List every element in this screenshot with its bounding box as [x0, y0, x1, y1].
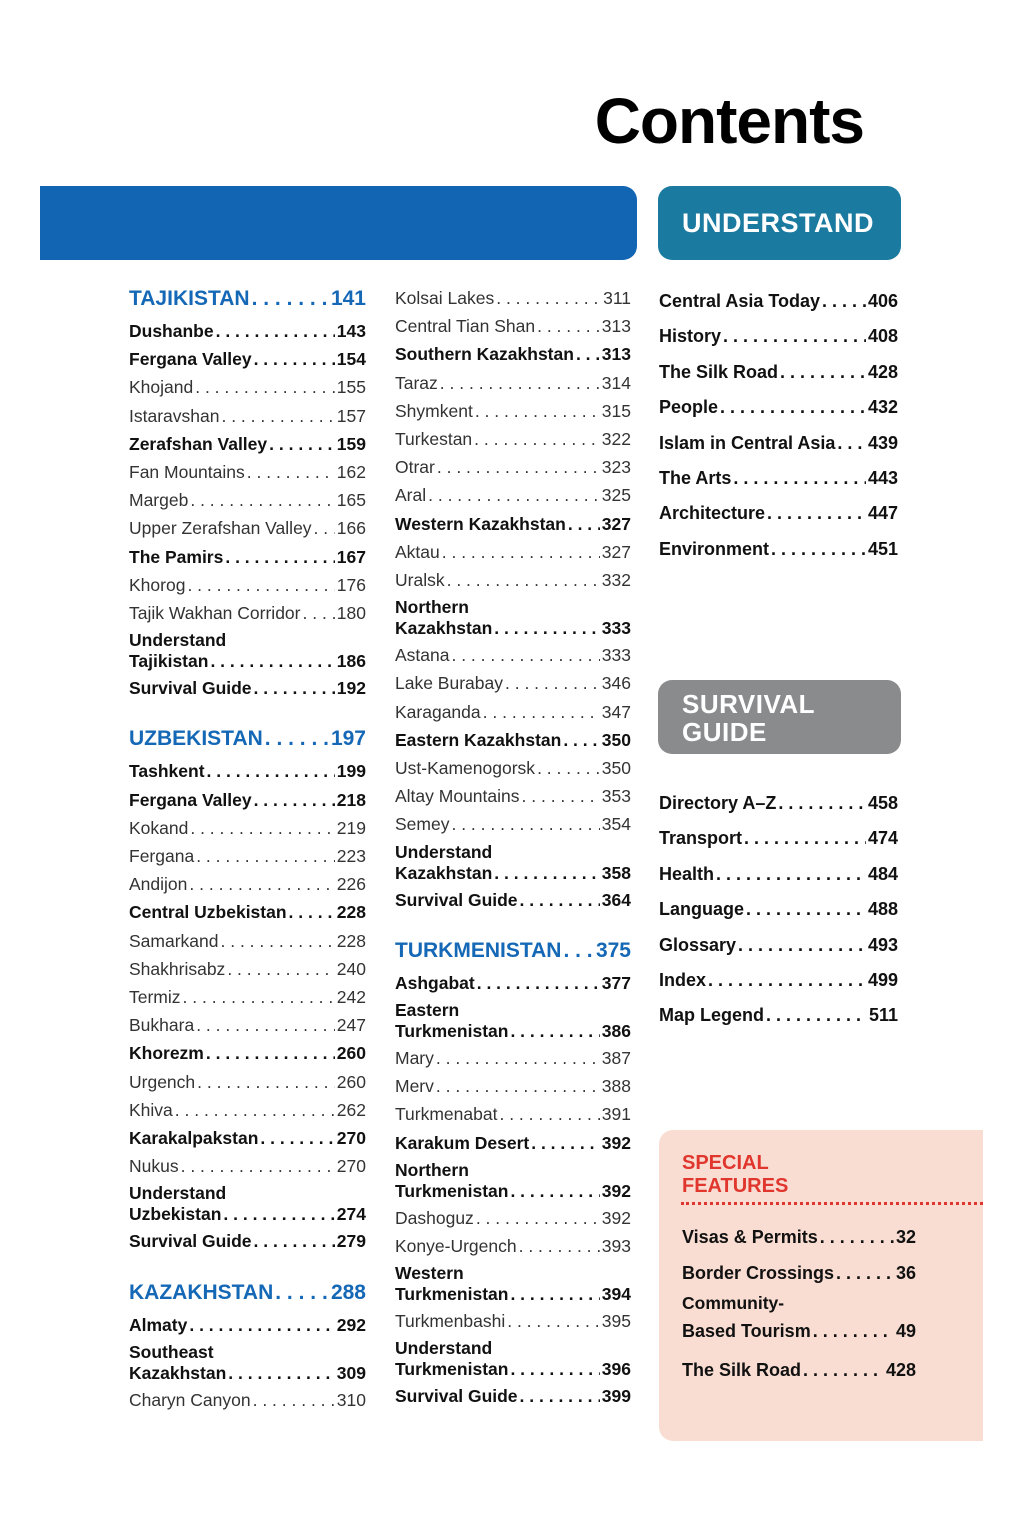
- toc-entry[interactable]: [659, 786, 898, 821]
- toc-entry-survival-guide-tajikistan[interactable]: Survival Guide . . . 192: [129, 674, 366, 702]
- toc-entry[interactable]: [129, 486, 366, 514]
- toc-entry[interactable]: [129, 786, 366, 814]
- toc-entry-label: Altay Mountains: [395, 786, 520, 807]
- toc-entry[interactable]: [129, 757, 366, 785]
- toc-entry-page: 332: [601, 570, 631, 591]
- toc-entry-label: Shakhrisabz: [129, 958, 226, 979]
- toc-entry-page: 499: [867, 970, 898, 991]
- survival-guide-heading: [658, 680, 901, 754]
- toc-entry[interactable]: [129, 345, 366, 373]
- toc-entry-page: 247: [336, 1015, 366, 1036]
- toc-entry-label: Aktau: [395, 541, 440, 562]
- toc-entry-label: Language: [659, 899, 745, 920]
- toc-entry-label: Khorog: [129, 574, 186, 595]
- toc-entry[interactable]: [129, 870, 366, 898]
- toc-entry-page: 313: [601, 344, 631, 365]
- toc-entry-label: Turkmenabat: [395, 1104, 498, 1125]
- special-features-divider: [681, 1202, 983, 1205]
- toc-entry[interactable]: [129, 430, 366, 458]
- toc-entry-border-crossings[interactable]: Border Crossings . . . 36: [682, 1256, 916, 1292]
- toc-entry-page: 270: [336, 1128, 366, 1149]
- toc-entry-page: 443: [867, 468, 898, 489]
- toc-entry-page: 439: [867, 432, 898, 453]
- toc-entry-community-based-tourism[interactable]: Community- Based Tourism . . . 49: [682, 1293, 916, 1350]
- survival-heading-line1: SURVIVAL: [682, 689, 816, 719]
- toc-entry[interactable]: [659, 928, 898, 963]
- toc-entry-page: 392: [601, 1132, 631, 1153]
- toc-entry-page: 474: [867, 828, 898, 849]
- toc-entry-page: 323: [601, 457, 631, 478]
- header-band: [40, 186, 637, 260]
- toc-entry[interactable]: [395, 1232, 631, 1260]
- toc-entry-page: 458: [867, 793, 898, 813]
- toc-entry[interactable]: [129, 514, 366, 542]
- toc-entry[interactable]: [395, 698, 631, 726]
- toc-entry-page: 325: [601, 485, 631, 506]
- toc-entry[interactable]: [129, 1011, 366, 1039]
- section-kazakhstan[interactable]: KAZAKHSTAN . . . 288: [129, 1278, 366, 1308]
- toc-entry-page: 262: [336, 1099, 366, 1120]
- toc-entry[interactable]: [659, 892, 898, 927]
- toc-entry[interactable]: [395, 1072, 631, 1100]
- toc-entry-label: Bukhara: [129, 1015, 195, 1036]
- toc-entry-label: Fergana Valley: [129, 349, 252, 370]
- toc-entry[interactable]: [395, 425, 631, 453]
- section-uzbekistan[interactable]: UZBEKISTAN . . . 197: [129, 724, 366, 754]
- section-tajikistan[interactable]: TAJIKISTAN . . . 141: [129, 284, 366, 314]
- toc-entry-page: 406: [867, 291, 898, 311]
- toc-entry-label: Kokand: [129, 817, 189, 838]
- special-features-box: [659, 1130, 983, 1441]
- toc-entry-page: 228: [336, 902, 366, 923]
- turkmenistan-entries-a: [395, 1044, 631, 1157]
- toc-entry-label: Architecture: [659, 503, 766, 524]
- toc-entry-page: 199: [336, 761, 366, 782]
- toc-entry-page: 432: [867, 397, 898, 418]
- toc-entry-label: Shymkent: [395, 400, 473, 421]
- toc-entry-label: Health: [659, 863, 715, 884]
- toc-entry[interactable]: [129, 955, 366, 983]
- toc-entry[interactable]: [395, 510, 631, 538]
- toc-entry-page: 314: [601, 372, 631, 393]
- toc-entry[interactable]: [659, 461, 898, 496]
- toc-entry[interactable]: [129, 317, 366, 345]
- toc-entry-page: 165: [336, 490, 366, 511]
- toc-entry-page: 157: [336, 405, 366, 426]
- toc-entry-label: Aral: [395, 485, 427, 506]
- toc-entry-label: Khojand: [129, 377, 194, 398]
- toc-entry-label: The Silk Road: [659, 361, 779, 382]
- toc-entry[interactable]: [395, 1307, 631, 1335]
- toc-entry-page: 327: [601, 513, 631, 534]
- toc-entry-label: The Arts: [659, 468, 732, 489]
- toc-entry-page: 155: [336, 377, 366, 398]
- toc-entry-page: 488: [867, 899, 898, 920]
- toc-entry-page: 387: [601, 1048, 631, 1069]
- toc-entry-page: 219: [336, 817, 366, 838]
- toc-entry-label: Fergana Valley: [129, 789, 252, 810]
- toc-entry-page: 408: [867, 326, 898, 347]
- toc-entry-page: 167: [336, 546, 366, 567]
- toc-entry[interactable]: [129, 1096, 366, 1124]
- toc-entry-label: Eastern Kazakhstan: [395, 729, 562, 750]
- tajikistan-entries: [129, 317, 366, 627]
- toc-entry[interactable]: [395, 1044, 631, 1072]
- toc-entry-survival-guide-kazakhstan[interactable]: Survival Guide . . . 364: [395, 886, 631, 914]
- toc-entry[interactable]: [395, 340, 631, 368]
- toc-entry-label: Fan Mountains: [129, 462, 245, 483]
- kazakhstan-entries-b: [395, 641, 631, 838]
- toc-entry-label: Islam in Central Asia: [659, 432, 836, 453]
- survival-heading-line2: GUIDE: [682, 717, 767, 747]
- toc-entry[interactable]: [659, 963, 898, 998]
- toc-entry[interactable]: [395, 453, 631, 481]
- toc-entry-label: Urgench: [129, 1071, 196, 1092]
- toc-entry-label: Konye-Urgench: [395, 1236, 517, 1257]
- toc-entry[interactable]: [659, 355, 898, 390]
- toc-entry[interactable]: [129, 927, 366, 955]
- toc-entry[interactable]: [395, 754, 631, 782]
- toc-entry-label: Southern Kazakhstan: [395, 344, 574, 365]
- toc-entry-label: Western Kazakhstan: [395, 513, 566, 534]
- toc-entry-page: 451: [867, 538, 898, 559]
- understand-entries: [659, 284, 898, 567]
- toc-entry-eastern-turkmenistan[interactable]: Eastern Turkmenistan . . . 386: [395, 1000, 631, 1042]
- toc-entry-label: Turkmenbashi: [395, 1311, 506, 1332]
- toc-entry-label: Karakum Desert: [395, 1132, 530, 1153]
- toc-entry[interactable]: [659, 857, 898, 892]
- toc-entry-page: 353: [601, 786, 631, 807]
- toc-entry-page: 311: [603, 288, 631, 308]
- toc-entry-northern-turkmenistan[interactable]: Northern Turkmenistan . . . 392: [395, 1160, 631, 1202]
- toc-entry-label: Uralsk: [395, 570, 445, 591]
- page-title: Contents: [594, 85, 864, 157]
- understand-list: [659, 284, 898, 567]
- toc-entry-label: Ust-Kamenogorsk: [395, 758, 536, 779]
- toc-entry-page: 327: [601, 541, 631, 562]
- toc-entry-page: 388: [601, 1076, 631, 1097]
- toc-entry-charyn-canyon[interactable]: Charyn Canyon . . . 310: [129, 1386, 366, 1414]
- toc-entry-label: History: [659, 326, 722, 347]
- toc-entry[interactable]: [395, 810, 631, 838]
- toc-entry-page: 393: [601, 1236, 631, 1257]
- toc-entry-label: Samarkand: [129, 930, 219, 951]
- toc-entry-page: 391: [601, 1104, 631, 1125]
- special-features-list: [682, 1220, 916, 1388]
- toc-entry-label: Termiz: [129, 987, 181, 1008]
- toc-entry-label: Semey: [395, 814, 450, 835]
- toc-entry[interactable]: [395, 726, 631, 754]
- turkmenistan-entries-b: [395, 1204, 631, 1260]
- toc-entry-page: 260: [336, 1043, 366, 1064]
- toc-entry[interactable]: [395, 641, 631, 669]
- toc-entry-page: 159: [336, 433, 366, 454]
- toc-entry-label: People: [659, 397, 719, 418]
- toc-entry-page: 242: [336, 987, 366, 1008]
- toc-entry-label: Khiva: [129, 1099, 173, 1120]
- toc-entry[interactable]: [395, 1100, 631, 1128]
- toc-entry-page: 392: [601, 1207, 631, 1228]
- toc-entry-page: 347: [601, 701, 631, 722]
- toc-entry-page: 154: [336, 349, 366, 370]
- uzbekistan-entries: [129, 757, 366, 1180]
- toc-entry[interactable]: [129, 898, 366, 926]
- toc-entry-southeast-kazakhstan[interactable]: Southeast Kazakhstan . . . 309: [129, 1342, 366, 1384]
- toc-entry-understand-uzbekistan[interactable]: Understand Uzbekistan . . . 274: [129, 1183, 366, 1225]
- toc-entry[interactable]: [129, 373, 366, 401]
- toc-entry[interactable]: [129, 842, 366, 870]
- toc-entry-label: Environment: [659, 538, 770, 559]
- understand-heading: UNDERSTAND: [658, 186, 901, 260]
- toc-entry-label: Tashkent: [129, 761, 205, 782]
- toc-entry-label: Astana: [395, 645, 450, 666]
- toc-entry-label: Central Uzbekistan: [129, 902, 287, 923]
- toc-entry-label: Margeb: [129, 490, 189, 511]
- toc-entry-label: Dushanbe: [129, 321, 214, 341]
- toc-entry[interactable]: [129, 1152, 366, 1180]
- toc-entry-page: 313: [601, 316, 631, 337]
- toc-entry[interactable]: [395, 538, 631, 566]
- toc-entry-label: Istaravshan: [129, 405, 220, 426]
- toc-entry-page: 143: [336, 321, 366, 341]
- toc-entry-page: 354: [601, 814, 631, 835]
- toc-entry[interactable]: [129, 543, 366, 571]
- toc-entry-page: 333: [601, 645, 631, 666]
- toc-entry-page: 493: [867, 934, 898, 955]
- toc-entry-page: 484: [867, 863, 898, 884]
- section-turkmenistan[interactable]: TURKMENISTAN . . . 375: [395, 936, 631, 966]
- toc-entry-label: The Pamirs: [129, 546, 224, 567]
- toc-entry-page: 176: [336, 574, 366, 595]
- toc-entry-understand-tajikistan[interactable]: Understand Tajikistan . . . 186: [129, 630, 366, 672]
- survival-list: [659, 786, 898, 1034]
- toc-entry-page: 180: [336, 603, 366, 624]
- toc-entry-survival-guide-turkmenistan[interactable]: Survival Guide . . . 399: [395, 1382, 631, 1410]
- toc-entry-page: 226: [336, 874, 366, 895]
- toc-entry[interactable]: [395, 1129, 631, 1157]
- toc-entry-page: 322: [601, 429, 631, 450]
- toc-entry[interactable]: [659, 821, 898, 856]
- toc-entry[interactable]: [129, 571, 366, 599]
- toc-entry[interactable]: [659, 426, 898, 461]
- toc-entry[interactable]: [659, 496, 898, 531]
- toc-entry-page: 162: [336, 462, 366, 483]
- toc-entry-label: Khorezm: [129, 1043, 204, 1064]
- toc-entry-label: Glossary: [659, 934, 737, 955]
- toc-entry[interactable]: [129, 1124, 366, 1152]
- toc-entry-label: Andijon: [129, 874, 188, 895]
- toc-entry-label: Lake Burabay: [395, 673, 503, 694]
- toc-entry[interactable]: [659, 532, 898, 567]
- toc-entry[interactable]: [659, 319, 898, 354]
- toc-entry-label: Index: [659, 970, 707, 991]
- toc-entry-label: Central Asia Today: [659, 291, 821, 311]
- toc-entry-understand-turkmenistan[interactable]: Understand Turkmenistan . . . 396: [395, 1338, 631, 1380]
- toc-entry-label: Karakalpakstan: [129, 1128, 259, 1149]
- toc-entry-label: Fergana: [129, 846, 195, 867]
- toc-entry-page: 270: [336, 1156, 366, 1177]
- toc-entry-label: Taraz: [395, 372, 438, 393]
- toc-entry-label: Map Legend: [659, 1005, 765, 1026]
- toc-entry-northern-kazakhstan[interactable]: Northern Kazakhstan . . . 333: [395, 597, 631, 639]
- special-features-title: SPECIAL FEATURES: [682, 1152, 789, 1197]
- toc-entry[interactable]: [129, 1068, 366, 1096]
- toc-entry[interactable]: [129, 599, 366, 627]
- toc-entry-label: Merv: [395, 1076, 434, 1097]
- toc-entry-page: 228: [336, 930, 366, 951]
- toc-entry[interactable]: [395, 284, 631, 312]
- toc-entry[interactable]: [395, 1204, 631, 1232]
- toc-entry-page: 346: [601, 673, 631, 694]
- toc-entry-the-silk-road-feature[interactable]: The Silk Road . . . 428: [682, 1353, 916, 1389]
- toc-entry-page: 166: [336, 518, 366, 539]
- toc-entry[interactable]: [659, 284, 898, 319]
- toc-entry-almaty[interactable]: Almaty . . . 292: [129, 1311, 366, 1339]
- toc-entry[interactable]: [129, 1039, 366, 1067]
- toc-entry-label: Nukus: [129, 1156, 179, 1177]
- toc-entry-page: 223: [336, 846, 366, 867]
- toc-entry[interactable]: [395, 481, 631, 509]
- toc-entry-page: 218: [336, 789, 366, 810]
- toc-entry-page: 511: [868, 1005, 898, 1026]
- toc-entry[interactable]: [395, 566, 631, 594]
- survival-guide-entries: [659, 786, 898, 1034]
- toc-entry-ashgabat[interactable]: Ashgabat . . . 377: [395, 969, 631, 997]
- toc-entry-survival-guide-uzbekistan[interactable]: Survival Guide . . . 279: [129, 1227, 366, 1255]
- toc-entry[interactable]: [129, 458, 366, 486]
- toc-entry-label: Dashoguz: [395, 1207, 474, 1228]
- toc-entry[interactable]: [659, 998, 898, 1033]
- toc-entry-label: Transport: [659, 828, 743, 849]
- toc-entry-label: Karaganda: [395, 701, 481, 722]
- toc-entry-page: 260: [336, 1071, 366, 1092]
- turkmenistan-entries-c: [395, 1307, 631, 1335]
- toc-entry[interactable]: [395, 669, 631, 697]
- toc-entry-label: Tajik Wakhan Corridor: [129, 603, 301, 624]
- toc-entry-label: Zerafshan Valley: [129, 433, 268, 454]
- toc-entry-label: Kolsai Lakes: [395, 288, 495, 308]
- toc-entry-label: Upper Zerafshan Valley: [129, 518, 312, 539]
- toc-entry-page: 350: [601, 729, 631, 750]
- contents-column-1: [129, 284, 366, 1414]
- toc-entry-page: 395: [601, 1311, 631, 1332]
- toc-entry-label: Otrar: [395, 457, 435, 478]
- toc-entry[interactable]: [395, 397, 631, 425]
- toc-entry-label: Mary: [395, 1048, 434, 1069]
- toc-entry[interactable]: [129, 983, 366, 1011]
- toc-entry[interactable]: [129, 402, 366, 430]
- toc-entry-visas-permits[interactable]: Visas & Permits . . . 32: [682, 1220, 916, 1256]
- contents-column-2: [395, 284, 631, 1411]
- toc-entry-western-turkmenistan[interactable]: Western Turkmenistan . . . 394: [395, 1263, 631, 1305]
- toc-entry-page: 447: [867, 503, 898, 524]
- toc-entry[interactable]: [395, 369, 631, 397]
- toc-entry[interactable]: [129, 814, 366, 842]
- toc-entry[interactable]: [395, 312, 631, 340]
- kazakhstan-entries-a: [395, 284, 631, 594]
- toc-entry-understand-kazakhstan[interactable]: Understand Kazakhstan . . . 358: [395, 842, 631, 884]
- toc-entry-page: 428: [867, 361, 898, 382]
- toc-entry-label: Central Tian Shan: [395, 316, 536, 337]
- toc-entry-page: 315: [601, 400, 631, 421]
- toc-entry-page: 350: [601, 758, 631, 779]
- toc-entry[interactable]: [395, 782, 631, 810]
- toc-entry-label: Turkestan: [395, 429, 473, 450]
- toc-entry-label: Directory A–Z: [659, 793, 777, 813]
- toc-entry-page: 240: [336, 958, 366, 979]
- toc-entry[interactable]: [659, 390, 898, 425]
